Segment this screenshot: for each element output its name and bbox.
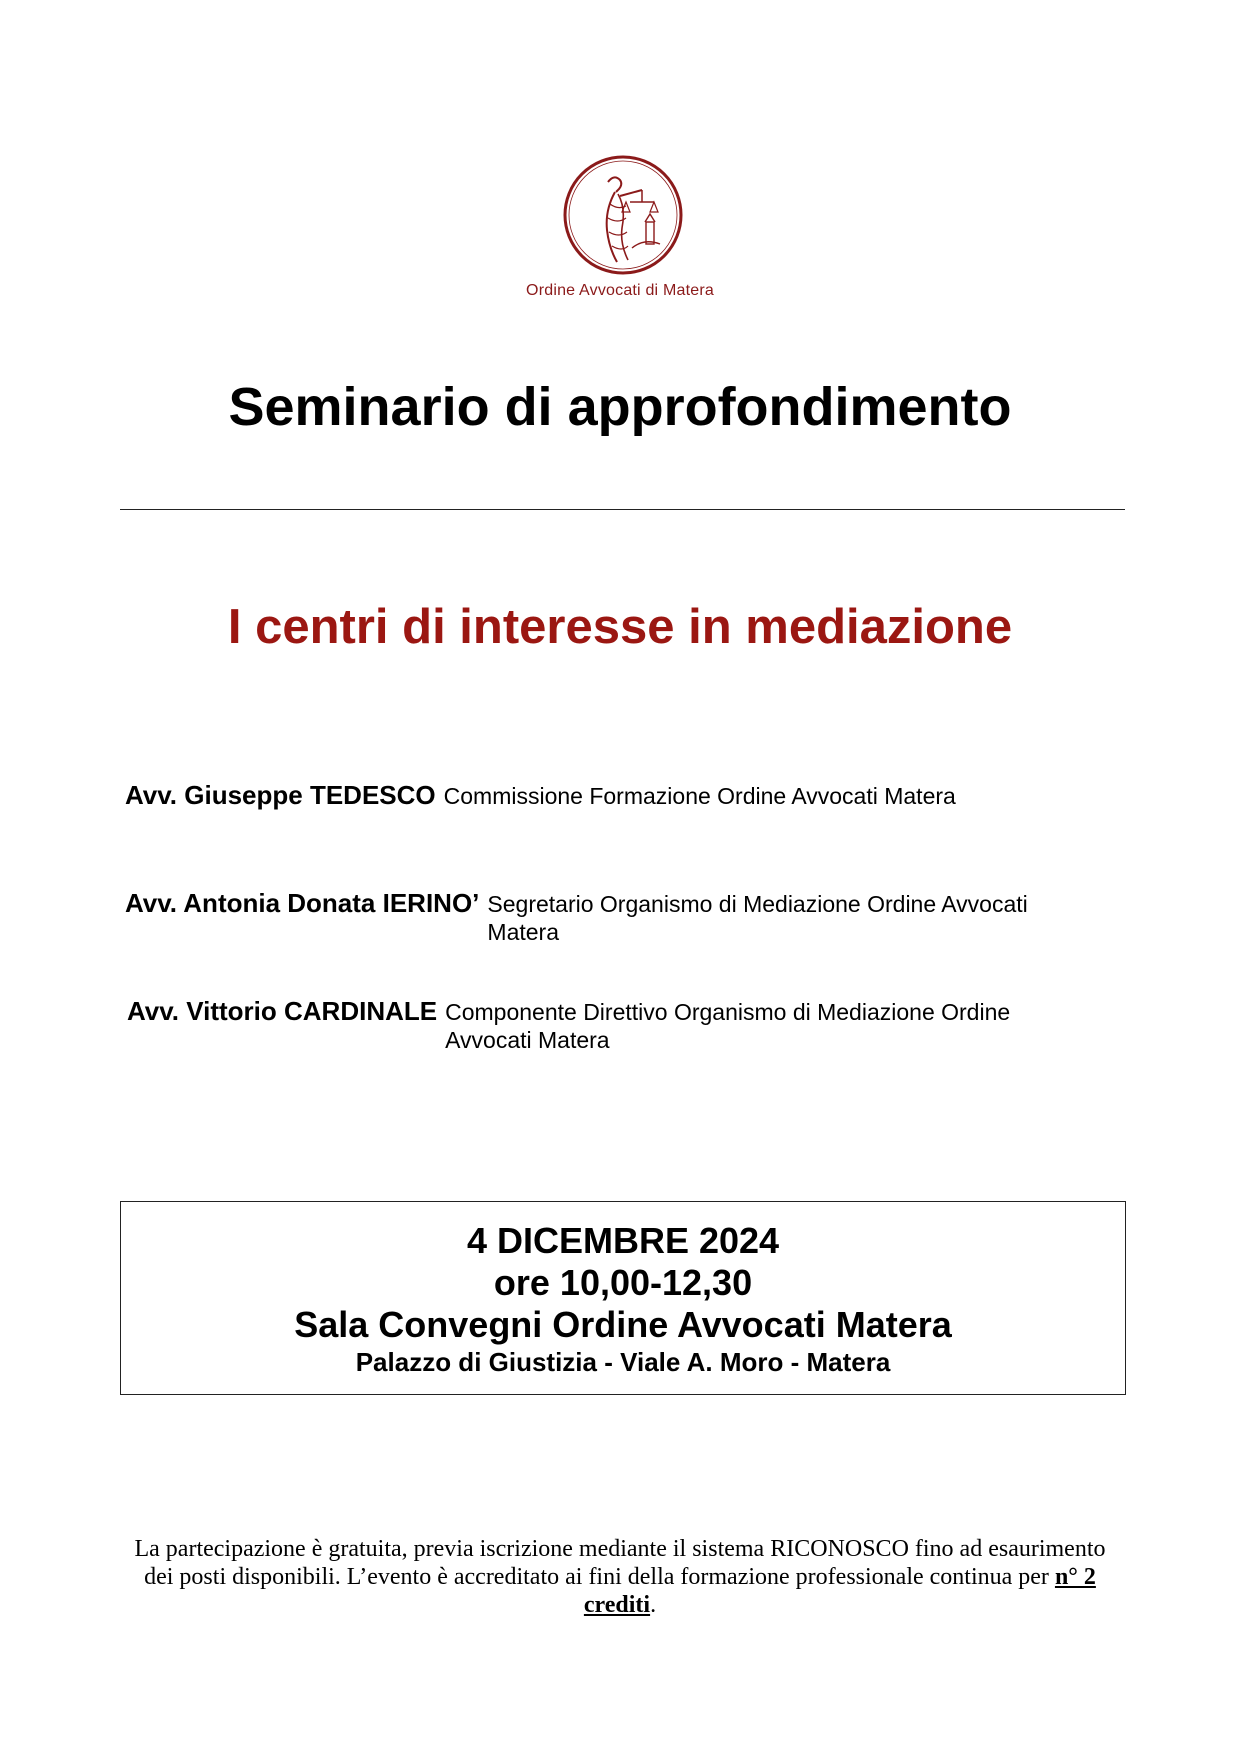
speaker-name: Avv. Giuseppe TEDESCO <box>125 780 436 810</box>
speaker-row <box>125 888 1087 946</box>
event-details-box <box>120 1201 1126 1395</box>
credits-count: n° 2 crediti <box>583 1564 1096 1618</box>
page-title: Seminario di approfondimento <box>228 377 1012 437</box>
speaker-name: Avv. Vittorio CARDINALE <box>127 996 438 1026</box>
speaker-role: Componente Direttivo Organismo di Mediazione Ordine Avvocati Matera <box>445 999 1011 1053</box>
speaker-name: Avv. Antonia Donata IERINO’ <box>125 888 480 918</box>
event-time: ore 10,00-12,30 <box>493 1262 753 1303</box>
title-divider <box>120 509 1125 510</box>
speaker-role: Segretario Organismo di Mediazione Ordine Avvocati Matera <box>487 891 1028 945</box>
participation-end: . <box>650 1592 657 1618</box>
speaker-row <box>127 996 1085 1054</box>
participation-note <box>130 1535 1110 1619</box>
event-venue: Sala Convegni Ordine Avvocati Matera <box>294 1304 952 1345</box>
speaker-role: Commissione Formazione Ordine Avvocati Matera <box>443 783 956 809</box>
seminar-subtitle: I centri di interesse in mediazione <box>227 600 1013 654</box>
event-date: 4 DICEMBRE 2024 <box>466 1220 780 1261</box>
ordine-avvocati-logo <box>560 152 686 278</box>
event-address: Palazzo di Giustizia - Viale A. Moro - Matera <box>355 1347 891 1377</box>
logo-caption: Ordine Avvocati di Matera <box>526 282 714 299</box>
participation-text: La partecipazione è gratuita, previa iscrizione mediante il sistema RICONOSCO fino ad esaurimento dei posti disponibili. L’evento è accreditato ai fini della formazione professionale continua per <box>134 1536 1106 1590</box>
speaker-row <box>125 780 1044 811</box>
